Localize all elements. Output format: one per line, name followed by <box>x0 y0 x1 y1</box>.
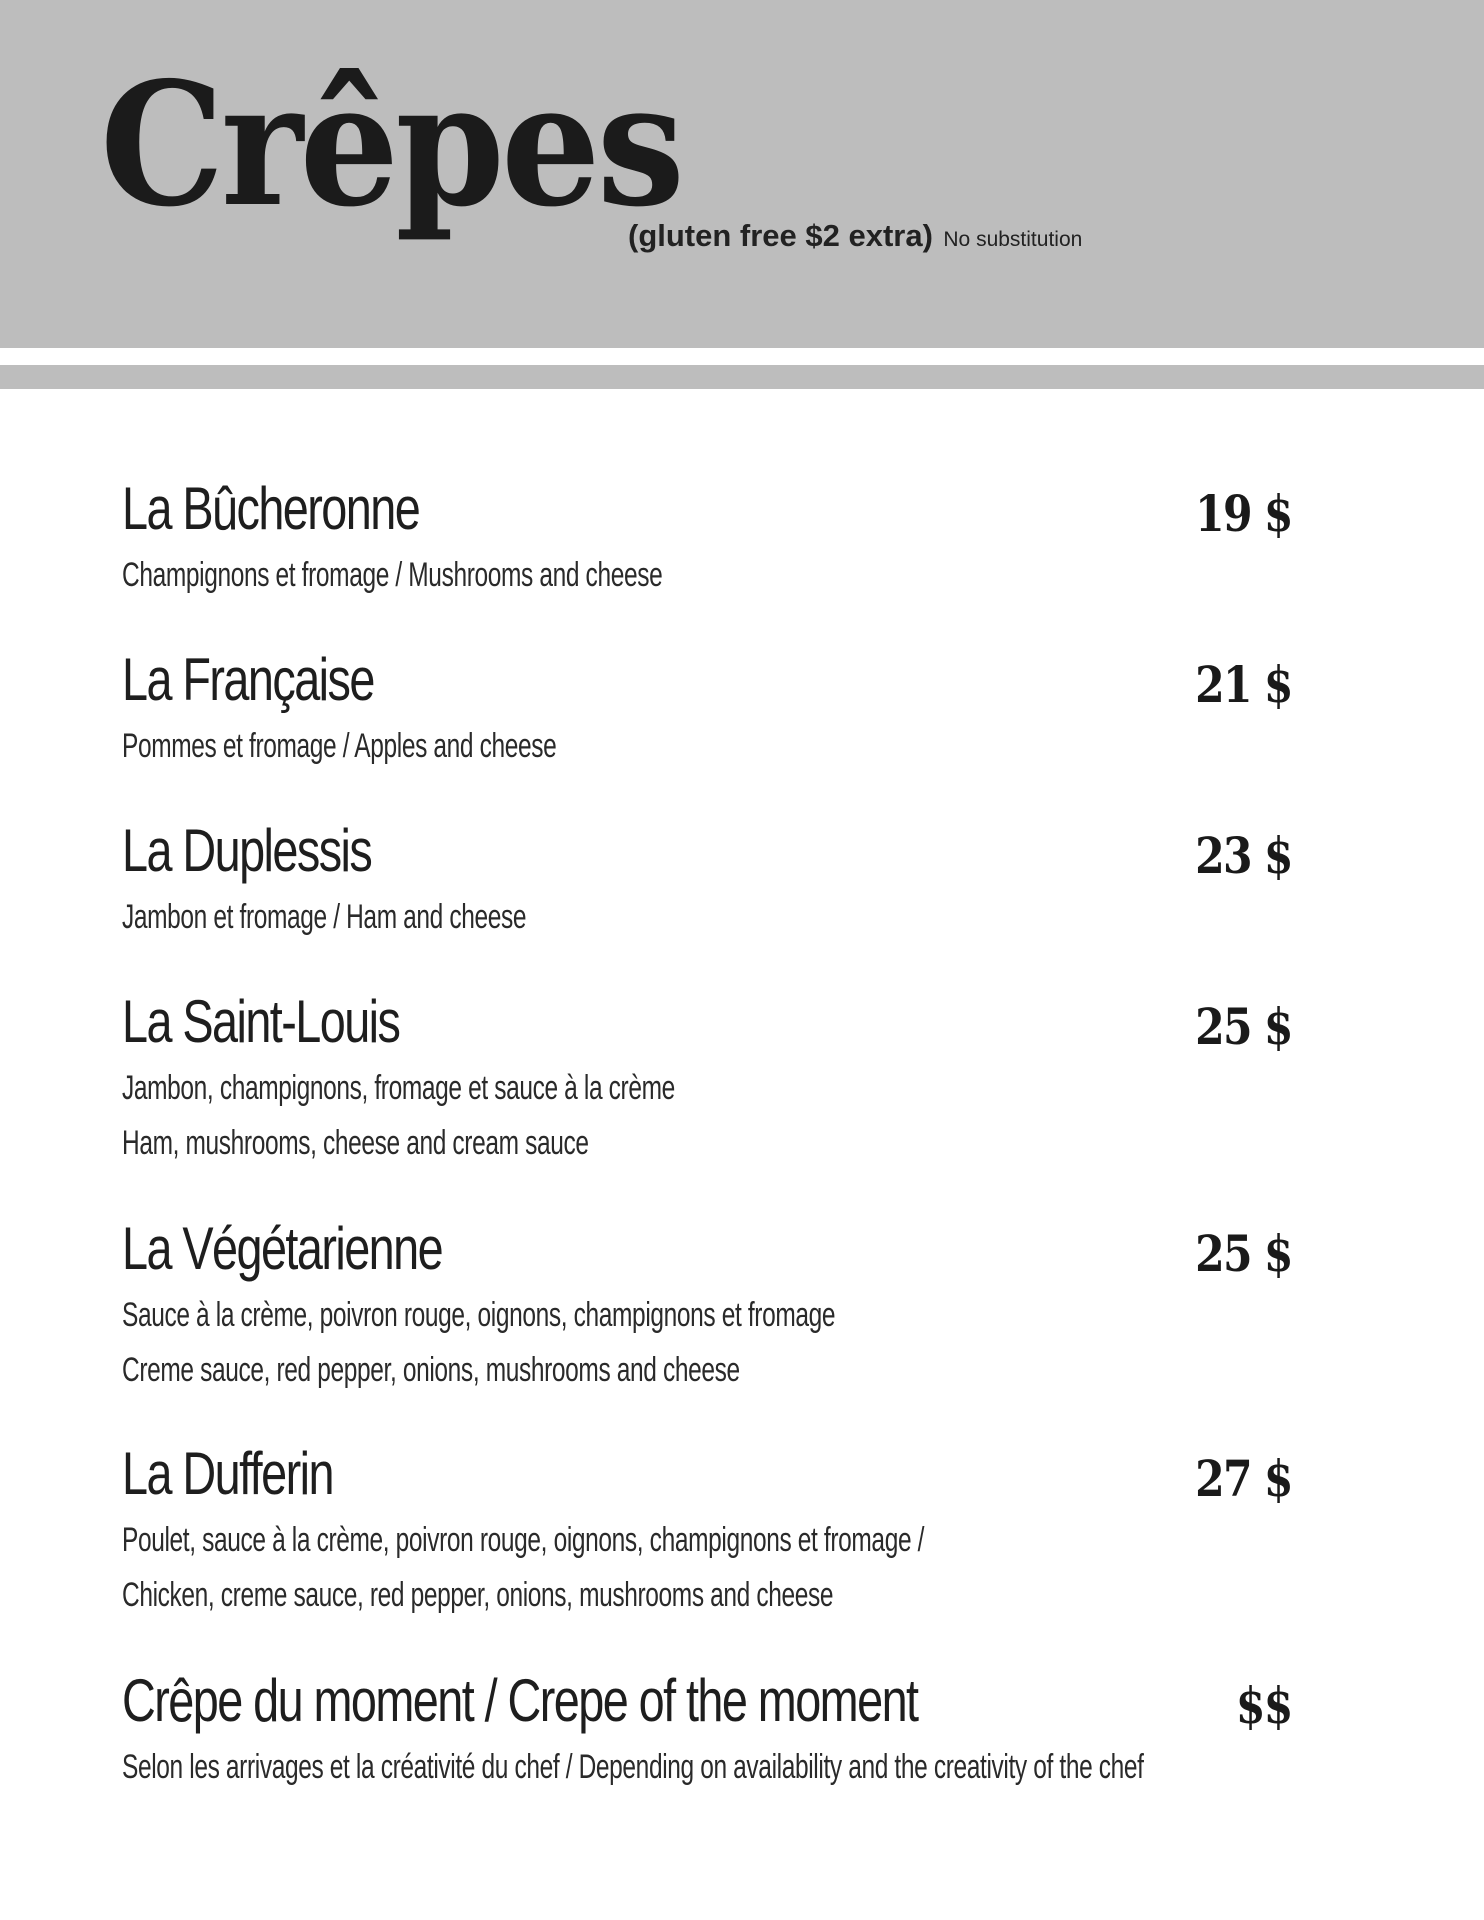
item-description-french: Jambon, champignons, fromage et sauce à la crème <box>122 1069 675 1107</box>
item-description: Pommes et fromage / Apples and cheese <box>122 727 557 765</box>
menu-title: Crêpes <box>100 45 682 245</box>
item-price: 23 $ <box>1195 826 1292 885</box>
menu-item <box>122 470 1362 603</box>
item-price: 25 $ <box>1195 1224 1292 1283</box>
item-description-english: Ham, mushrooms, cheese and cream sauce <box>122 1124 589 1162</box>
menu-item <box>122 1662 1362 1795</box>
item-name: La Bûcheronne <box>122 475 420 542</box>
item-price: 19 $ <box>1195 484 1292 543</box>
item-price: 21 $ <box>1195 655 1292 714</box>
item-name: La Française <box>122 646 374 713</box>
item-price: $$ <box>1236 1676 1292 1735</box>
item-description: Jambon et fromage / Ham and cheese <box>122 898 527 936</box>
item-description-english: Chicken, creme sauce, red pepper, onions, mushrooms and cheese <box>122 1576 834 1614</box>
item-price: 27 $ <box>1195 1449 1292 1508</box>
menu-item <box>122 983 1362 1171</box>
header-divider-line <box>0 349 1484 352</box>
item-price: 25 $ <box>1195 997 1292 1056</box>
item-description: Champignons et fromage / Mushrooms and cheese <box>122 556 663 594</box>
item-name: La Duplessis <box>122 817 372 884</box>
menu-subtitle <box>628 218 1082 254</box>
item-description: Selon les arrivages et la créativité du chef / Depending on availability and the creativity of the chef <box>122 1748 1144 1786</box>
item-name: La Dufferin <box>122 1440 333 1507</box>
header-divider-line <box>0 359 1484 362</box>
menu-item <box>122 1435 1362 1623</box>
menu-item <box>122 812 1362 945</box>
item-description-french: Sauce à la crème, poivron rouge, oignons, champignons et fromage <box>122 1296 836 1334</box>
item-description-english: Creme sauce, red pepper, onions, mushrooms and cheese <box>122 1351 740 1389</box>
gluten-free-note: (gluten free $2 extra) <box>628 218 933 253</box>
menu-item <box>122 1210 1362 1398</box>
substitution-note: No substitution <box>943 228 1083 251</box>
header-lower-band <box>0 365 1484 389</box>
item-name: La Saint-Louis <box>122 988 400 1055</box>
menu-item <box>122 641 1362 774</box>
item-description-french: Poulet, sauce à la crème, poivron rouge, oignons, champignons et fromage / <box>122 1521 925 1559</box>
item-name: La Végétarienne <box>122 1215 443 1282</box>
item-name: Crêpe du moment / Crepe of the moment <box>122 1667 918 1734</box>
